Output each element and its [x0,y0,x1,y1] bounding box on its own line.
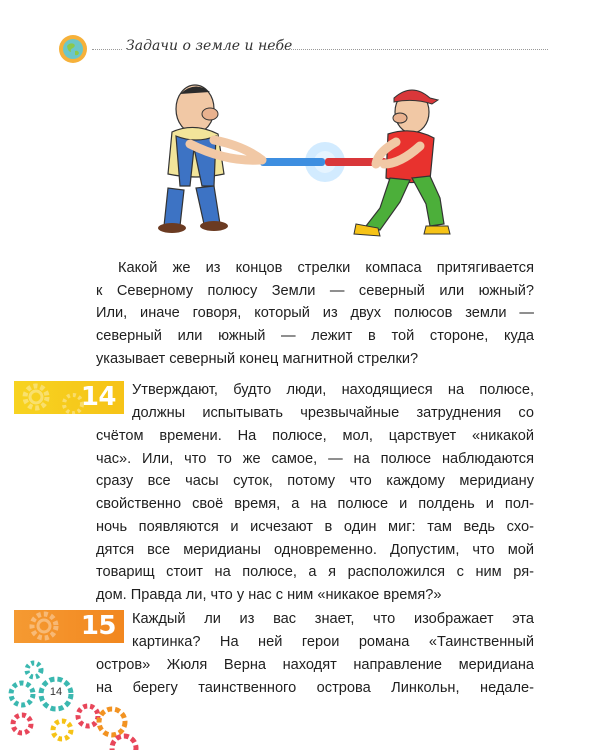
text-line: Какой же из концов стрелки компаса притягивается [118,260,534,276]
text-line: счётом времени. На полюсе, мол, царствует «никакой [96,428,534,444]
text-line: дом. Правда ли, что у нас с ним «никакое время?» [96,586,442,603]
gear-icon [24,606,64,646]
text-line: Или, иначе говоря, который из двух полюсов земли — [96,305,534,322]
text-line: Каждый ли из вас знает, что изображает эта [132,611,534,627]
problem-15-text-rest [96,654,534,699]
text-line: к Северному полюсу Земли — северный или южный? [96,282,534,299]
text-line: Утверждают, будто люди, находящиеся на полюсе, [132,382,534,398]
header-divider-left [92,49,122,50]
intro-paragraph [96,257,534,371]
text-line: свойственно своё время, а на полюсе и полдень и пол- [96,496,534,513]
text-line: остров» Жюля Верна находят направление меридиана [96,657,534,673]
earth-icon [58,34,88,64]
section-title: Задачи о земле и небе [126,38,293,54]
problem-15-text-first [132,608,534,653]
text-line: дятся все меридианы одновременно. Допустим, что мой [96,541,534,558]
problem-number: 14 [80,382,116,412]
gear-icon [18,379,54,415]
problem-14-text-first [132,379,534,424]
text-line: товарищ стоит на полюсе, а я расположился с ним ря- [96,564,534,581]
page-header [58,34,548,64]
text-line: северный или южный — лежит в той стороне, куда [96,328,534,345]
text-line: час». Или, что то же самое, — на полюсе наблюдаются [96,450,534,467]
text-line: указывает северный конец магнитной стрелки? [96,350,419,367]
text-line: сразу все часы суток, потому что каждому меридиану [96,473,534,490]
text-line: ночь появляются и исчезают в один миг: там ведь схо- [96,518,534,535]
text-line: картинка? На ней герои романа «Таинственный [132,633,534,650]
text-line: на берегу таинственного острова Линкольн, недале- [96,679,534,696]
page-number: 14 [49,686,63,698]
problem-number: 15 [80,611,116,641]
header-divider-right [266,49,548,50]
tug-of-war-magnet-icon [150,74,480,244]
text-line: должны испытывать чрезвычайные затруднения со [132,404,534,421]
problem-15-badge [14,610,124,643]
problem-14-text-rest [96,425,534,607]
problem-14-badge [14,381,124,414]
gears-decoration [0,660,140,750]
